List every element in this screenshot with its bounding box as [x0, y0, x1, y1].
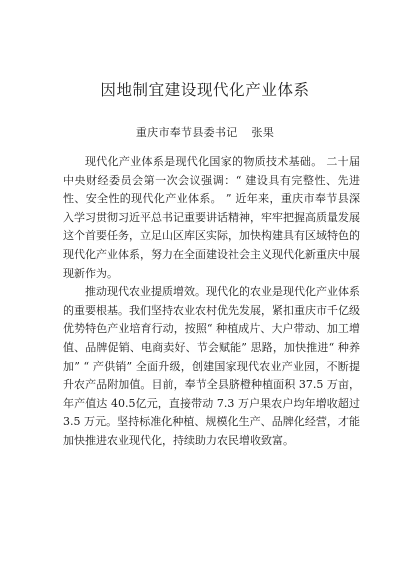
byline: [0, 124, 410, 140]
paragraph-2: 推动现代农业提质增效。现代化的农业是现代化产业体系的重要根基。我们坚持农业农村优先发展，紧扣重庆市千亿级优势特色产业培育行动，按照“ 种植成片、大户带动、加工增值、品牌促销、电商卖好、节会赋能” 思路，加快推进“ 种养加” “ 产供销” 全面升级，创建国家现代农业产业园，不断提升农产品附加值。目前，奉节全县脐橙种植面积 37.5 万亩，年产值达 40.5亿元，直接带动 7.3 万户果农户均年增收超过 3.5 万元。坚持标准化种植、规模化生产、品牌化经营，才能加快推进农业现代化，持续助力农民增收致富。: [63, 285, 360, 447]
article-body: [63, 153, 360, 451]
paragraph-1: 现代化产业体系是现代化国家的物质技术基础。 二十届中央财经委员会第一次会议强调：“ 建设具有完整性、先进性、安全性的现代化产业体系。 ” 近年来，重庆市奉节县深入学习贯彻习近平总书记重要讲话精神，牢牢把握高质量发展这个首要任务，立足山区库区实际，加快构建具有区域特色的现代化产业体系，努力在全面建设社会主义现代化新重庆中展现新作为。: [63, 155, 360, 280]
author-name: 张果: [251, 126, 275, 139]
article-title: 因地制宜建设现代化产业体系: [100, 81, 310, 99]
author-organization: 重庆市奉节县委书记: [135, 126, 238, 139]
